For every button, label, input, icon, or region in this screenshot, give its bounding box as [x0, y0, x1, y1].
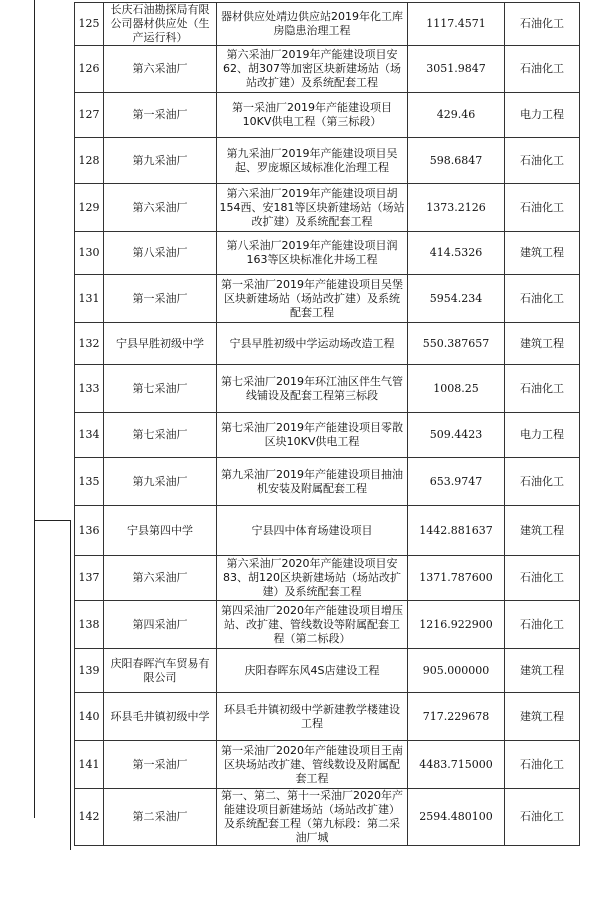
unit-name: 第八采油厂: [104, 232, 217, 275]
unit-name: 第六采油厂: [104, 556, 217, 601]
project-name: 宁县四中体育场建设项目: [217, 506, 408, 556]
project-name: 第八采油厂2019年产能建设项目润163等区块标准化井场工程: [217, 232, 408, 275]
project-type: 石油化工: [505, 275, 580, 323]
unit-name: 宁县第四中学: [104, 506, 217, 556]
inner-margin-line: [70, 520, 71, 850]
unit-name: 第一采油厂: [104, 741, 217, 789]
project-name: 器材供应处靖边供应站2019年化工库房隐患治理工程: [217, 3, 408, 46]
project-type: 石油化工: [505, 556, 580, 601]
row-number: 126: [75, 46, 104, 93]
project-type: 建筑工程: [505, 232, 580, 275]
amount: 1442.881637: [408, 506, 505, 556]
amount: 1216.922900: [408, 601, 505, 649]
amount: 509.4423: [408, 413, 505, 458]
amount: 1371.787600: [408, 556, 505, 601]
project-name: 第一采油厂2019年产能建设项目10KV供电工程（第三标段）: [217, 93, 408, 138]
unit-name: 第六采油厂: [104, 46, 217, 93]
amount: 4483.715000: [408, 741, 505, 789]
unit-name: 第一采油厂: [104, 93, 217, 138]
table-row: [75, 413, 580, 458]
table-row: [75, 3, 580, 46]
table-row: [75, 741, 580, 789]
unit-name: 第一采油厂: [104, 275, 217, 323]
table-row: [75, 601, 580, 649]
project-name: 宁县早胜初级中学运动场改造工程: [217, 323, 408, 365]
table-row: [75, 693, 580, 741]
amount: 905.000000: [408, 649, 505, 693]
project-type: 石油化工: [505, 138, 580, 184]
row-number: 130: [75, 232, 104, 275]
row-number: 135: [75, 458, 104, 506]
row-number: 132: [75, 323, 104, 365]
table-row: [75, 323, 580, 365]
unit-name: 宁县早胜初级中学: [104, 323, 217, 365]
project-type: 石油化工: [505, 3, 580, 46]
project-name: 第一、第二、第十一采油厂2020年产能建设项目新建场站（场站改扩建）及系统配套工程（第九标段：第二采油厂城: [217, 789, 408, 846]
row-number: 129: [75, 184, 104, 232]
project-name: 第六采油厂2019年产能建设项目安62、胡307等加密区块新建场站（场站改扩建）及系统配套工程: [217, 46, 408, 93]
row-number: 125: [75, 3, 104, 46]
amount: 1008.25: [408, 365, 505, 413]
amount: 550.387657: [408, 323, 505, 365]
amount: 2594.480100: [408, 789, 505, 846]
project-type: 建筑工程: [505, 693, 580, 741]
unit-name: 第九采油厂: [104, 458, 217, 506]
project-type: 石油化工: [505, 789, 580, 846]
project-table: [74, 2, 580, 846]
row-number: 133: [75, 365, 104, 413]
project-type: 建筑工程: [505, 323, 580, 365]
project-type: 石油化工: [505, 601, 580, 649]
row-number: 128: [75, 138, 104, 184]
amount: 717.229678: [408, 693, 505, 741]
project-type: 建筑工程: [505, 506, 580, 556]
unit-name: 第七采油厂: [104, 413, 217, 458]
left-margin-line: [34, 0, 35, 818]
table-row: [75, 649, 580, 693]
unit-name: 第六采油厂: [104, 184, 217, 232]
table-row: [75, 556, 580, 601]
row-number: 136: [75, 506, 104, 556]
amount: 1117.4571: [408, 3, 505, 46]
project-type: 石油化工: [505, 458, 580, 506]
table-row: [75, 789, 580, 846]
amount: 3051.9847: [408, 46, 505, 93]
unit-name: 庆阳春晖汽车贸易有限公司: [104, 649, 217, 693]
project-type: 建筑工程: [505, 649, 580, 693]
project-type: 石油化工: [505, 184, 580, 232]
amount: 5954.234: [408, 275, 505, 323]
table-row: [75, 506, 580, 556]
row-number: 140: [75, 693, 104, 741]
project-name: 第六采油厂2020年产能建设项目安83、胡120区块新建场站（场站改扩建）及系统配套工程: [217, 556, 408, 601]
amount: 598.6847: [408, 138, 505, 184]
unit-name: 长庆石油勘探局有限公司器材供应处（生产运行科）: [104, 3, 217, 46]
unit-name: 第四采油厂: [104, 601, 217, 649]
amount: 1373.2126: [408, 184, 505, 232]
project-name: 第六采油厂2019年产能建设项目胡154西、安181等区块新建场站（场站改扩建）及系统配套工程: [217, 184, 408, 232]
project-type: 石油化工: [505, 365, 580, 413]
section-divider-line: [34, 520, 70, 521]
project-type: 电力工程: [505, 413, 580, 458]
table-row: [75, 184, 580, 232]
project-name: 第四采油厂2020年产能建设项目增压站、改扩建、管线数设等附属配套工程（第二标段）: [217, 601, 408, 649]
amount: 653.9747: [408, 458, 505, 506]
project-type: 电力工程: [505, 93, 580, 138]
table-row: [75, 138, 580, 184]
table-row: [75, 93, 580, 138]
unit-name: 环县毛井镇初级中学: [104, 693, 217, 741]
row-number: 134: [75, 413, 104, 458]
row-number: 142: [75, 789, 104, 846]
row-number: 127: [75, 93, 104, 138]
project-name: 第七采油厂2019年环江油区伴生气管线铺设及配套工程第三标段: [217, 365, 408, 413]
project-name: 第一采油厂2019年产能建设项目吴堡区块新建场站（场站改扩建）及系统配套工程: [217, 275, 408, 323]
project-table-body: [75, 3, 580, 846]
project-name: 第九采油厂2019年产能建设项目吴起、罗庞塬区域标准化治理工程: [217, 138, 408, 184]
amount: 429.46: [408, 93, 505, 138]
unit-name: 第九采油厂: [104, 138, 217, 184]
table-row: [75, 365, 580, 413]
row-number: 139: [75, 649, 104, 693]
project-name: 环县毛井镇初级中学新建教学楼建设工程: [217, 693, 408, 741]
unit-name: 第七采油厂: [104, 365, 217, 413]
project-name: 庆阳春晖东风4S店建设工程: [217, 649, 408, 693]
table-row: [75, 232, 580, 275]
row-number: 141: [75, 741, 104, 789]
unit-name: 第二采油厂: [104, 789, 217, 846]
project-name: 第九采油厂2019年产能建设项目抽油机安装及附属配套工程: [217, 458, 408, 506]
row-number: 138: [75, 601, 104, 649]
row-number: 131: [75, 275, 104, 323]
project-name: 第一采油厂2020年产能建设项目王南区块场站改扩建、管线数设及附属配套工程: [217, 741, 408, 789]
project-name: 第七采油厂2019年产能建设项目零散区块10KV供电工程: [217, 413, 408, 458]
table-row: [75, 458, 580, 506]
project-type: 石油化工: [505, 741, 580, 789]
amount: 414.5326: [408, 232, 505, 275]
project-type: 石油化工: [505, 46, 580, 93]
table-row: [75, 275, 580, 323]
row-number: 137: [75, 556, 104, 601]
table-row: [75, 46, 580, 93]
